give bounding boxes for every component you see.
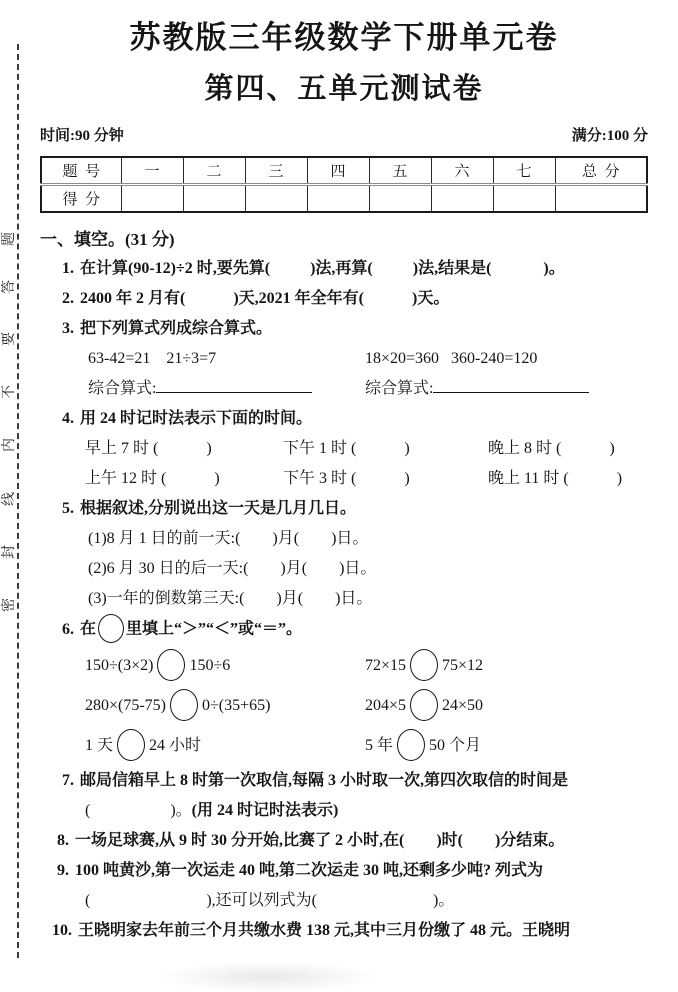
time-item: 下午 1 时 ( ) [283, 440, 410, 457]
header-cell-5: 五 [369, 157, 431, 185]
comparison-circle-icon [170, 689, 198, 721]
question-9-number: 9. [57, 862, 69, 879]
comparison-left-expression: 150÷(3×2) [85, 657, 154, 674]
question-1 [40, 254, 648, 284]
seal-char: 不 [2, 385, 17, 399]
question-7-number: 7. [62, 772, 74, 789]
comparison-circle-icon [410, 689, 438, 721]
comparison-right-expression: 75×12 [442, 657, 484, 674]
comparison-right-expression: 24×50 [442, 697, 484, 714]
question-4-text: 用 24 时记时法表示下面的时间。 [80, 410, 313, 427]
score-cell [431, 185, 493, 213]
question-4-row-1 [40, 434, 648, 464]
question-10 [40, 916, 648, 946]
comparison-item [40, 686, 365, 726]
comparison-circle-icon [157, 649, 185, 681]
question-5-number: 5. [62, 500, 74, 517]
section-one-heading: 一、填空。(31 分) [40, 230, 175, 249]
question-3-text: 把下列算式列成综合算式。 [80, 320, 273, 337]
question-6 [40, 614, 648, 646]
seal-char: 内 [2, 438, 17, 452]
score-cell [307, 185, 369, 213]
header-cell-1: 一 [121, 157, 183, 185]
question-6-text-before: 在 [80, 620, 97, 638]
header-cell-3: 三 [245, 157, 307, 185]
question-8-number: 8. [57, 832, 69, 849]
time-label: 时间:90 分钟 [40, 128, 124, 144]
paper-content [40, 0, 648, 946]
score-table [40, 156, 648, 213]
score-cell [121, 185, 183, 213]
question-6-row-1 [40, 646, 648, 686]
question-5-sub-3: (3)一年的倒数第三天:( )月( )日。 [88, 590, 373, 607]
comparison-item [40, 726, 365, 766]
question-9 [40, 856, 648, 886]
time-item: 下午 3 时 ( ) [283, 470, 410, 487]
question-5 [40, 494, 648, 524]
question-2-text: 2400 年 2 月有( )天,2021 年全年有( )天。 [80, 290, 450, 307]
header-cell-7: 七 [493, 157, 555, 185]
question-4-number: 4. [62, 410, 74, 427]
score-cell [183, 185, 245, 213]
comparison-circle-icon [397, 729, 425, 761]
seal-char: 要 [2, 332, 17, 346]
comparison-circle-icon [98, 614, 124, 643]
page-title: 苏教版三年级数学下册单元卷 [129, 20, 559, 55]
time-item: 早上 7 时 ( ) [85, 440, 212, 457]
question-7-answer-blank: ( )。 [85, 802, 192, 819]
score-cell [493, 185, 555, 213]
seal-char: 密 [2, 598, 17, 612]
question-7-text: 邮局信箱早上 8 时第一次取信,每隔 3 小时取一次,第四次取信的时间是 [80, 772, 569, 789]
score-cell [369, 185, 431, 213]
full-score-label: 满分:100 分 [571, 128, 648, 144]
composite-expression-label: 综合算式: [365, 380, 434, 397]
header-cell-2: 二 [183, 157, 245, 185]
question-6-row-3 [40, 726, 648, 766]
scan-shadow-artifact [160, 962, 375, 992]
comparison-left-expression: 280×(75-75) [85, 697, 167, 714]
question-8-text: 一场足球赛,从 9 时 30 分开始,比赛了 2 小时,在( )时( )分结束。 [75, 832, 565, 849]
comparison-left-expression: 72×15 [365, 657, 407, 674]
question-8 [40, 826, 648, 856]
question-5-sub-1: (1)8 月 1 日的前一天:( )月( )日。 [88, 530, 369, 547]
question-3-right-answer [365, 374, 648, 404]
seal-char: 线 [2, 492, 17, 506]
question-4-row-2 [40, 464, 648, 494]
comparison-right-expression: 150÷6 [189, 657, 231, 674]
answer-blank-line [433, 377, 589, 393]
comparison-left-expression: 204×5 [365, 697, 407, 714]
answer-blank-line [156, 377, 312, 393]
question-2-number: 2. [62, 290, 74, 307]
score-row-label: 得 分 [41, 185, 121, 213]
question-2 [40, 284, 648, 314]
question-10-text: 王晓明家去年前三个月共缴水费 138 元,其中三月份缴了 48 元。王晓明 [78, 922, 571, 939]
time-item: 晚上 8 时 ( ) [488, 440, 615, 457]
time-item: 上午 12 时 ( ) [85, 470, 220, 487]
page-subtitle: 第四、五单元测试卷 [204, 73, 484, 105]
question-3-expressions [40, 344, 648, 374]
seal-char: 题 [2, 232, 17, 246]
comparison-circle-icon [117, 729, 145, 761]
comparison-right-expression: 24 小时 [149, 737, 202, 754]
comparison-right-expression: 0÷(35+65) [202, 697, 271, 714]
comparison-left-expression: 5 年 [365, 737, 394, 754]
score-cell [555, 185, 647, 213]
question-5-text: 根据叙述,分别说出这一天是几月几日。 [80, 500, 357, 517]
header-cell-6: 六 [431, 157, 493, 185]
exam-info-row [40, 127, 648, 145]
header-cell-question-number: 题 号 [41, 157, 121, 185]
question-3-answer-lines [40, 374, 648, 404]
header-cell-total: 总 分 [555, 157, 647, 185]
comparison-left-expression: 1 天 [85, 737, 114, 754]
question-3 [40, 314, 648, 344]
question-1-number: 1. [62, 260, 74, 277]
header-cell-4: 四 [307, 157, 369, 185]
comparison-item [365, 646, 648, 686]
question-9-text: 100 吨黄沙,第一次运走 40 吨,第二次运走 30 吨,还剩多少吨? 列式为 [75, 862, 544, 879]
question-3-right-expressions: 18×20=360 360-240=120 [365, 350, 538, 367]
time-item: 晚上 11 时 ( ) [488, 470, 623, 487]
question-3-left-answer [40, 374, 365, 404]
comparison-right-expression: 50 个月 [429, 737, 482, 754]
score-cell [245, 185, 307, 213]
question-3-number: 3. [62, 320, 74, 337]
question-7-line-2 [40, 796, 648, 826]
question-3-left-expressions: 63-42=21 21÷3=7 [88, 350, 217, 367]
comparison-item [365, 726, 648, 766]
question-1-text: 在计算(90-12)÷2 时,要先算( )法,再算( )法,结果是( )。 [80, 260, 565, 277]
question-6-number: 6. [62, 620, 74, 638]
question-9-line-2: ( ),还可以列式为( )。 [85, 892, 455, 909]
question-6-row-2 [40, 686, 648, 726]
score-table-score-row [41, 185, 647, 213]
comparison-circle-icon [410, 649, 438, 681]
question-5-sub-2: (2)6 月 30 日的后一天:( )月( )日。 [88, 560, 377, 577]
question-7 [40, 766, 648, 796]
comparison-item [365, 686, 648, 726]
seal-char: 封 [2, 545, 17, 559]
score-table-header-row [41, 157, 647, 185]
composite-expression-label: 综合算式: [88, 380, 157, 397]
question-6-text-after: 里填上“＞”“＜”或“＝”。 [126, 620, 303, 638]
seal-char: 答 [2, 280, 17, 294]
question-7-note: (用 24 时记时法表示) [191, 802, 339, 819]
question-4 [40, 404, 648, 434]
question-10-number: 10. [52, 922, 72, 939]
comparison-item [40, 646, 365, 686]
